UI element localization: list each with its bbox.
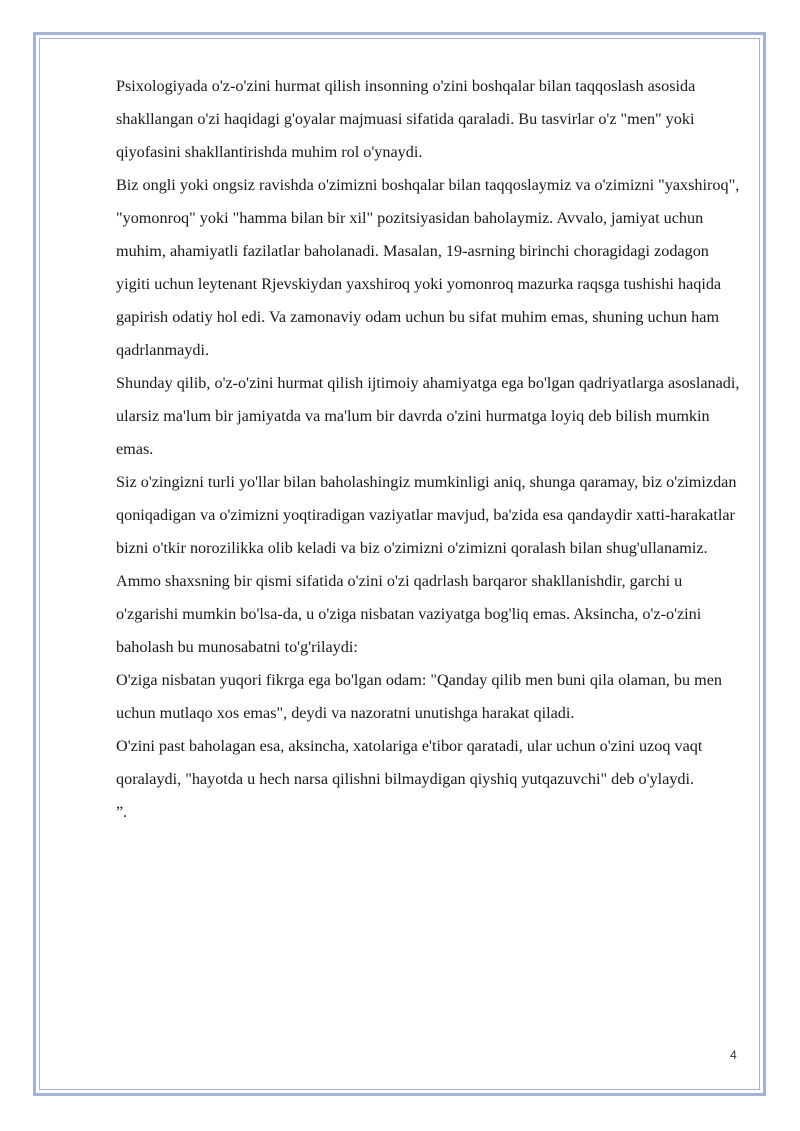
paragraph-5: O'ziga nisbatan yuqori fikrga ega bo'lgan odam: "Qanday qilib men buni qila olaman, bu men uchun mutlaqo xos emas", deydi va nazoratni unutishga harakat qiladi. [116,671,722,722]
paragraph-1: Psixologiyada o'z-o'zini hurmat qilish insonning o'zini boshqalar bilan taqqoslash asosida shakllangan o'zi haqidagi g'oyalar majmuasi sifatida qaraladi. Bu tasvirlar o'z "men" yoki qiyofasini shakllantirishda muhim rol o'ynaydi. [116,77,696,161]
paragraph-3: Shunday qilib, o'z-o'zini hurmat qilish ijtimoiy ahamiyatga ega bo'lgan qadriyatlarga asoslanadi, ularsiz ma'lum bir jamiyatda va ma'lum bir davrda o'zini hurmatga loyiq deb bilish mumkin emas. [116,374,740,458]
paragraph-7: ”. [116,803,128,821]
page-number: 4 [730,1048,737,1062]
document-body [116,70,746,829]
paragraph-4: Siz o'zingizni turli yo'llar bilan baholashingiz mumkinligi aniq, shunga qaramay, biz o'zimizdan qoniqadigan va o'zimizni yoqtiradigan vaziyatlar mavjud, ba'zida esa qandaydir xatti-harakatlar bizni o'tkir norozilikka olib keladi va biz o'zimizni o'zimizni qoralash bilan shug'ullanamiz. Ammo shaxsning bir qismi sifatida o'zini o'zi qadrlash barqaror shakllanishdir, garchi u o'zgarishi mumkin bo'lsa-da, u o'ziga nisbatan vaziyatga bog'liq emas. Aksincha, o'z-o'zini baholash bu munosabatni to'g'rilaydi: [116,473,737,656]
paragraph-6: O'zini past baholagan esa, aksincha, xatolariga e'tibor qaratadi, ular uchun o'zini uzoq vaqt qoralaydi, "hayotda u hech narsa qilishni bilmaydigan qiyshiq yutqazuvchi" deb o'ylaydi. [116,737,703,788]
paragraph-2: Biz ongli yoki ongsiz ravishda o'zimizni boshqalar bilan taqqoslaymiz va o'zimizni "yaxshiroq", "yomonroq" yoki "hamma bilan bir xil" pozitsiyasidan baholaymiz. Avvalo, jamiyat uchun muhim, ahamiyatli fazilatlar baholanadi. Masalan, 19-asrning birinchi choragidagi zodagon yigiti uchun leytenant Rjevskiydan yaxshiroq yoki yomonroq mazurka raqsga tushishi haqida gapirish odatiy hol edi. Va zamonaviy odam uchun bu sifat muhim emas, shuning uchun ham qadrlanmaydi. [116,176,740,359]
